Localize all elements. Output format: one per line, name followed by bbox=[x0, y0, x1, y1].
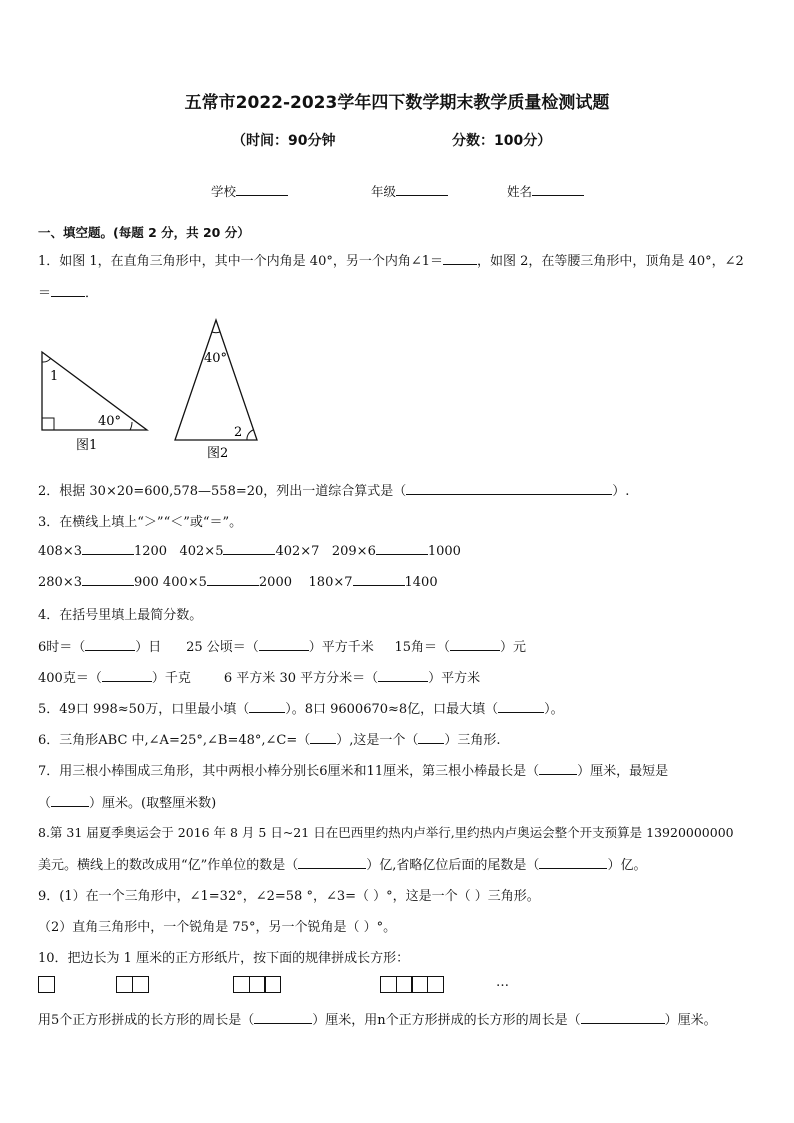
section-heading: 一、填空题。(每题 2 分，共 20 分） bbox=[38, 225, 250, 240]
school-label: 学校 bbox=[211, 184, 237, 199]
answer-blank[interactable] bbox=[539, 856, 607, 869]
question-6: 6．三角形ABC 中,∠A=25°,∠B=48°,∠C=（ ）,这是一个（ ）三角形. bbox=[38, 733, 501, 748]
figure-2-caption: 图2 bbox=[207, 446, 229, 460]
answer-blank[interactable] bbox=[82, 573, 134, 586]
square-group-4 bbox=[380, 976, 443, 994]
school-field[interactable] bbox=[211, 182, 288, 200]
answer-blank[interactable] bbox=[310, 731, 336, 744]
square-group-2 bbox=[116, 976, 147, 994]
answer-blank[interactable] bbox=[249, 700, 285, 713]
answer-blank[interactable] bbox=[443, 252, 477, 265]
question-4-row2: 400克＝（ ）千克 6 平方米 30 平方分米＝（ ）平方米 bbox=[38, 671, 481, 686]
figures bbox=[30, 318, 270, 460]
answer-blank[interactable] bbox=[450, 638, 500, 651]
figure-2-angle-label: 2 bbox=[234, 425, 243, 440]
question-5: 5．49口 998≈50万，口里最小填（ ）。8口 9600670≈8亿，口最大填（ ）。 bbox=[38, 702, 564, 717]
question-3-row2: 280×3 900 400×5 2000 180×7 1400 bbox=[38, 575, 438, 590]
answer-blank[interactable] bbox=[254, 1011, 312, 1024]
answer-blank[interactable] bbox=[85, 638, 135, 651]
question-8-line2: 美元。横线上的数改成用“亿”作单位的数是（ ）亿,省略亿位后面的尾数是（ ）亿。 bbox=[38, 858, 647, 873]
figure-1-caption: 图1 bbox=[76, 438, 98, 453]
page-title: 五常市2022-2023学年四下数学期末教学质量检测试题 bbox=[184, 93, 610, 113]
question-10-answer: 用5个正方形拼成的长方形的周长是（ ）厘米，用n个正方形拼成的长方形的周长是（ ）厘米。 bbox=[38, 1013, 717, 1028]
answer-blank[interactable] bbox=[539, 762, 577, 775]
answer-blank[interactable] bbox=[223, 542, 275, 555]
answer-blank[interactable] bbox=[298, 856, 366, 869]
question-9-line2: （2）直角三角形中，一个锐角是 75°，另一个锐角是（ ）°。 bbox=[38, 920, 397, 935]
answer-blank[interactable] bbox=[418, 731, 444, 744]
name-field[interactable] bbox=[507, 182, 584, 200]
answer-blank[interactable] bbox=[102, 669, 152, 682]
grade-label: 年级 bbox=[371, 184, 397, 199]
figure-2-isosceles-triangle bbox=[175, 320, 257, 460]
question-3-row1: 408×3 1200 402×5 402×7 209×6 1000 bbox=[38, 544, 461, 559]
exam-score: 分数：100分） bbox=[452, 133, 552, 149]
answer-blank[interactable] bbox=[82, 542, 134, 555]
question-7-line2: （ ）厘米。(取整厘米数) bbox=[38, 796, 217, 811]
grade-field[interactable] bbox=[371, 182, 448, 200]
question-3-stem: 3．在横线上填上“＞”“＜”或“＝”。 bbox=[38, 515, 243, 530]
figure-2-angle-value: 40° bbox=[204, 351, 228, 366]
question-1-line1: 1．如图 1，在直角三角形中，其中一个内角是 40°，另一个内角∠1＝ ，如图 2，在等腰三角形中，顶角是 40°，∠2 bbox=[38, 254, 744, 269]
figure-1-angle-value: 40° bbox=[98, 414, 122, 429]
question-7-line1: 7．用三根小棒围成三角形，其中两根小棒分别长6厘米和11厘米，第三根小棒最长是（ ）厘米，最短是 bbox=[38, 764, 669, 779]
question-4-row1: 6时＝（ ）日 25 公顷＝（ ）平方千米 15角＝（ ）元 bbox=[38, 640, 527, 655]
question-2: 2．根据 30×20=600,578—558=20，列出一道综合算式是（ ）. bbox=[38, 484, 630, 499]
square-group-1 bbox=[38, 976, 54, 994]
answer-blank[interactable] bbox=[207, 573, 259, 586]
answer-blank[interactable] bbox=[259, 638, 309, 651]
answer-blank[interactable] bbox=[376, 542, 428, 555]
question-4-stem: 4．在括号里填上最简分数。 bbox=[38, 608, 203, 623]
ellipsis: … bbox=[496, 975, 509, 990]
square-group-3 bbox=[233, 976, 280, 994]
question-9-line1: 9．(1）在一个三角形中，∠1=32°，∠2=58 °，∠3=（ ）°，这是一个（ ）三角形。 bbox=[38, 889, 540, 904]
question-1-line2: ＝ ． bbox=[38, 286, 99, 301]
answer-blank[interactable] bbox=[51, 284, 85, 297]
answer-blank[interactable] bbox=[51, 794, 89, 807]
question-8-line1: 8.第 31 届夏季奥运会于 2016 年 8 月 5 日~21 日在巴西里约热内卢举行,里约热内卢奥运会整个开支预算是 13920000000 bbox=[38, 825, 734, 840]
name-label: 姓名 bbox=[507, 184, 533, 199]
exam-time: （时间：90分钟 bbox=[232, 133, 336, 149]
answer-blank[interactable] bbox=[406, 482, 612, 495]
figure-1-angle-label: 1 bbox=[50, 369, 59, 384]
answer-blank[interactable] bbox=[498, 700, 544, 713]
answer-blank[interactable] bbox=[378, 669, 428, 682]
question-10-stem: 10．把边长为 1 厘米的正方形纸片，按下面的规律拼成长方形： bbox=[38, 951, 410, 966]
figure-1-right-triangle bbox=[42, 352, 147, 453]
answer-blank[interactable] bbox=[581, 1011, 665, 1024]
answer-blank[interactable] bbox=[353, 573, 405, 586]
